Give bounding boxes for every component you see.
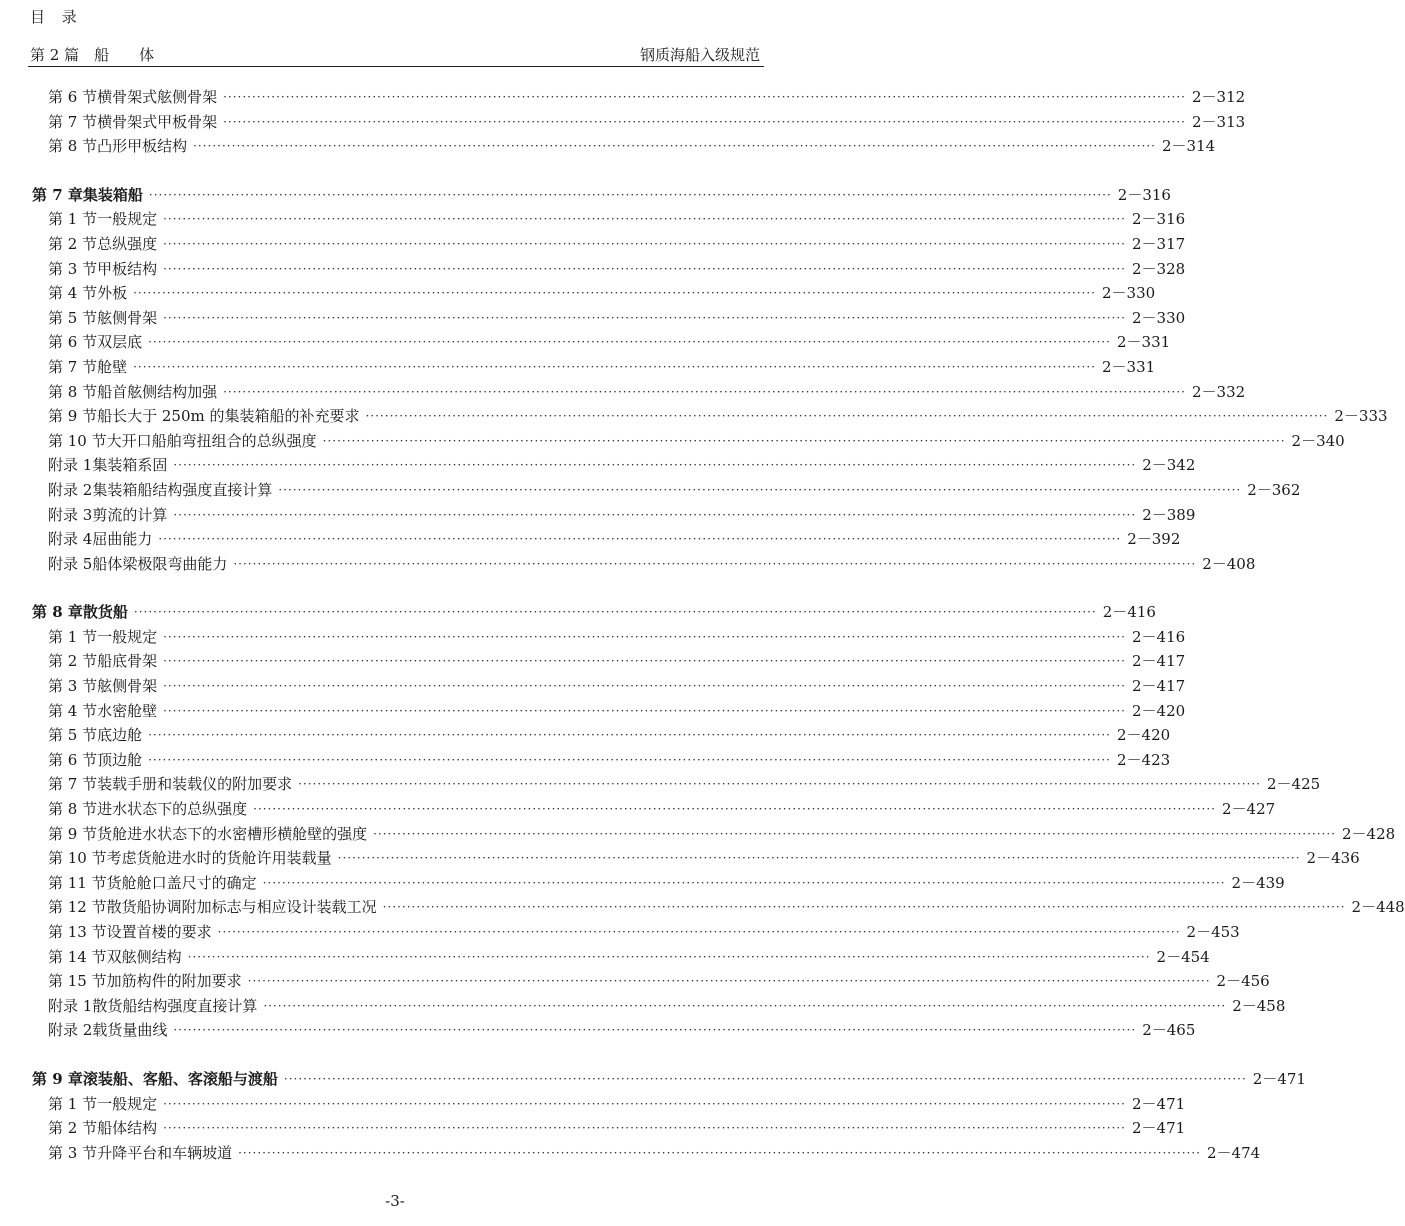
section-number: 第 12 节 (48, 898, 107, 917)
page-ref: 2－408 (1202, 554, 1256, 573)
section-number: 第 5 节 (48, 308, 98, 327)
toc-entry-row[interactable] (0, 429, 1345, 454)
page-ref: 2－342 (1142, 456, 1196, 475)
leader-dots: ········································································································································································································ (247, 974, 1211, 989)
leader-dots: ········································································································································································································ (278, 482, 1242, 497)
page-ref: 2－458 (1232, 996, 1286, 1015)
page-ref: 2－340 (1291, 431, 1345, 450)
section-title: 加筋构件的附加要求 (106, 972, 242, 991)
section-number: 第 9 节 (48, 407, 98, 426)
toc-entry-row[interactable] (0, 994, 1286, 1019)
page-ref: 2－420 (1117, 726, 1171, 745)
section-number: 第 6 节 (48, 750, 98, 769)
toc-entry-row[interactable] (0, 1141, 1261, 1166)
section-title: 升降平台和车辆坡道 (97, 1143, 233, 1162)
section-title: 散货船结构强度直接计算 (92, 996, 258, 1015)
page-ref: 2－417 (1132, 677, 1186, 696)
toc-entry-row[interactable] (0, 699, 1186, 724)
page-ref: 2－330 (1102, 284, 1156, 303)
section-title: 顶边舱 (97, 750, 143, 769)
page-ref: 2－417 (1132, 652, 1186, 671)
section-number: 附录 2 (48, 480, 93, 499)
page-ref: 2－316 (1132, 210, 1186, 229)
toc-entry-row[interactable] (0, 895, 1405, 920)
toc-entry-row[interactable] (0, 281, 1156, 306)
section-title: 设置首楼的要求 (106, 923, 212, 941)
toc-entry-row[interactable] (0, 552, 1256, 577)
leader-dots: ········································································································································································································ (148, 752, 1111, 767)
toc-entry-row[interactable] (0, 871, 1285, 896)
section-number: 第 3 节 (48, 677, 98, 696)
section-title: 集装箱船结构强度直接计算 (92, 480, 273, 499)
page-ref: 2－392 (1127, 530, 1181, 549)
section-title: 横骨架式舷侧骨架 (97, 88, 218, 106)
leader-dots: ········································································································································································································ (365, 409, 1329, 424)
section-title: 总纵强度 (97, 234, 158, 253)
section-number: 第 2 节 (48, 1119, 98, 1138)
section-number: 附录 1 (48, 456, 93, 475)
toc-entry-row[interactable] (0, 478, 1301, 503)
section-number: 第 13 节 (48, 923, 107, 941)
page-ref: 2－312 (1192, 88, 1246, 106)
section-number: 第 7 节 (48, 357, 98, 376)
page-ref: 2－314 (1162, 137, 1216, 156)
leader-dots: ········································································································································································································ (263, 998, 1227, 1013)
section-title: 舱壁 (97, 357, 128, 376)
page-ref: 2－471 (1132, 1094, 1186, 1113)
section-number: 第 6 节 (48, 88, 98, 106)
header-divider (28, 66, 764, 67)
header-book-title: 钢质海船入级规范 (639, 46, 760, 64)
page-ref: 2－416 (1132, 627, 1186, 646)
chapter-number: 第 7 章 (32, 185, 83, 204)
page-ref: 2－427 (1222, 800, 1276, 819)
page-ref: 2－471 (1132, 1119, 1186, 1138)
leader-dots: ········································································································································································································ (163, 261, 1126, 276)
page-ref: 2－456 (1216, 972, 1270, 991)
section-number: 附录 1 (48, 996, 93, 1015)
section-title: 屈曲能力 (92, 530, 153, 549)
section-number: 附录 4 (48, 530, 93, 549)
section-number: 第 4 节 (48, 284, 98, 303)
toc-entry-row[interactable] (0, 207, 1186, 232)
toc-entry-row[interactable] (0, 772, 1321, 797)
section-title: 一般规定 (97, 627, 158, 646)
page-ref: 2－436 (1306, 849, 1360, 868)
leader-dots: ········································································································································································································ (163, 1096, 1126, 1111)
section-title: 横骨架式甲板骨架 (97, 112, 218, 131)
section-gap (0, 576, 790, 600)
page-ref: 2－332 (1192, 382, 1246, 401)
leader-dots: ········································································································································································································ (382, 900, 1346, 915)
section-title: 凸形甲板结构 (97, 137, 188, 156)
toc-entry-row[interactable] (0, 330, 1171, 355)
page-ref: 2－317 (1132, 234, 1186, 253)
section-title: 舷侧骨架 (97, 308, 158, 327)
page-ref: 2－331 (1102, 357, 1156, 376)
leader-dots: ········································································································································································································ (217, 925, 1181, 939)
leader-dots: ········································································································································································································ (148, 728, 1111, 743)
page-ref: 2－453 (1186, 923, 1240, 941)
chapter-title: 滚装船、客船、客滚船与渡船 (82, 1069, 278, 1088)
section-number: 第 1 节 (48, 627, 98, 646)
toc-entry-row[interactable] (0, 649, 1186, 674)
section-number: 第 11 节 (48, 873, 107, 892)
section-number: 第 3 节 (48, 259, 98, 278)
section-title: 货舱进水状态下的水密槽形横舱壁的强度 (97, 824, 368, 843)
leader-dots: ········································································································································································································ (163, 679, 1126, 694)
toc-entry-row[interactable] (0, 257, 1186, 282)
page-number: -3- (385, 1192, 405, 1210)
section-title: 甲板结构 (97, 259, 158, 278)
section-title: 外板 (97, 284, 128, 303)
leader-dots: ········································································································································································································ (158, 532, 1122, 547)
leader-dots: ········································································································································································································ (163, 236, 1126, 251)
section-title: 货舱舱口盖尺寸的确定 (106, 873, 257, 892)
leader-dots: ········································································································································································································ (173, 1023, 1137, 1038)
section-number: 第 1 节 (48, 1094, 98, 1113)
page-ref: 2－474 (1207, 1143, 1261, 1162)
leader-dots: ········································································································································································································ (133, 286, 1096, 301)
section-title: 集装箱系固 (92, 456, 168, 475)
table-of-contents (0, 85, 1405, 1165)
section-number: 第 2 节 (48, 652, 98, 671)
section-number: 第 15 节 (48, 972, 107, 991)
section-number: 第 14 节 (48, 947, 107, 966)
page-ref: 2－465 (1142, 1021, 1196, 1040)
section-number: 附录 3 (48, 505, 93, 524)
section-number: 第 9 节 (48, 824, 98, 843)
header-part-label: 第 2 篇 船 体 (30, 46, 155, 64)
leader-dots: ········································································································································································································ (262, 875, 1226, 890)
toc-entry-row[interactable] (0, 134, 1216, 159)
leader-dots: ········································································································································································································ (238, 1145, 1201, 1160)
toc-entry-row[interactable] (0, 723, 1171, 748)
leader-dots: ········································································································································································································ (253, 802, 1216, 817)
section-gap (0, 1043, 790, 1067)
section-number: 第 5 节 (48, 726, 98, 745)
toc-entry-row[interactable] (0, 1092, 1186, 1117)
section-number: 第 6 节 (48, 333, 98, 352)
toc-entry-row[interactable] (0, 380, 1246, 405)
section-number: 附录 5 (48, 554, 93, 573)
page-ref: 2－425 (1267, 775, 1321, 794)
leader-dots: ········································································································································································································ (163, 703, 1126, 718)
toc-entry-row[interactable] (0, 503, 1196, 528)
section-title: 水密舱壁 (97, 701, 158, 720)
toc-entry-row[interactable] (0, 945, 1210, 970)
leader-dots: ········································································································································································································ (173, 458, 1137, 473)
header-top-label: 目 录 (30, 8, 83, 26)
leader-dots: ········································································································································································································ (322, 433, 1286, 448)
section-number: 第 8 节 (48, 800, 98, 819)
page-ref: 2－316 (1117, 185, 1171, 204)
leader-dots: ········································································································································································································ (163, 1121, 1126, 1136)
leader-dots: ········································································································································································································ (298, 777, 1261, 792)
section-title: 船体梁极限弯曲能力 (92, 554, 228, 573)
section-title: 船底骨架 (97, 652, 158, 671)
section-title: 进水状态下的总纵强度 (97, 800, 248, 819)
leader-dots: ········································································································································································································ (148, 187, 1112, 202)
section-number: 第 7 节 (48, 112, 98, 131)
section-title: 双层底 (97, 333, 143, 352)
page-ref: 2－428 (1342, 824, 1396, 843)
section-number: 第 10 节 (48, 849, 107, 868)
page-ref: 2－439 (1231, 873, 1285, 892)
leader-dots: ········································································································································································································ (173, 507, 1137, 522)
page-ref: 2－313 (1192, 112, 1246, 131)
toc-entry-row[interactable] (0, 85, 1246, 110)
section-title: 船长大于 250m 的集装箱船的补充要求 (97, 407, 360, 426)
leader-dots: ········································································································································································································ (163, 310, 1126, 325)
toc-entry-row[interactable] (0, 232, 1186, 257)
chapter-number: 第 9 章 (32, 1069, 83, 1088)
toc-entry-row[interactable] (0, 404, 1388, 429)
section-number: 第 1 节 (48, 210, 98, 229)
section-title: 双舷侧结构 (106, 947, 182, 966)
leader-dots: ········································································································································································································ (223, 114, 1186, 129)
section-number: 第 8 节 (48, 382, 98, 401)
page-ref: 2－420 (1132, 701, 1186, 720)
page-ref: 2－416 (1102, 603, 1156, 622)
leader-dots: ········································································································································································································ (223, 90, 1186, 104)
section-number: 第 3 节 (48, 1143, 98, 1162)
toc-chapter-row[interactable] (0, 600, 1156, 625)
section-title: 船体结构 (97, 1119, 158, 1138)
toc-chapter-row[interactable] (0, 183, 1171, 208)
toc-entry-row[interactable] (0, 306, 1186, 331)
leader-dots: ········································································································································································································ (223, 384, 1186, 399)
leader-dots: ········································································································································································································ (163, 212, 1126, 227)
toc-entry-row[interactable] (0, 822, 1396, 847)
toc-entry-row[interactable] (0, 1116, 1186, 1141)
section-title: 一般规定 (97, 210, 158, 229)
toc-entry-row[interactable] (0, 969, 1270, 994)
section-number: 第 8 节 (48, 137, 98, 156)
leader-dots: ········································································································································································································ (283, 1071, 1247, 1086)
toc-entry-row[interactable] (0, 846, 1360, 871)
page-ref: 2－471 (1252, 1069, 1306, 1088)
section-number: 第 2 节 (48, 234, 98, 253)
page-ref: 2－362 (1247, 480, 1301, 499)
toc-entry-row[interactable] (0, 453, 1196, 478)
leader-dots: ········································································································································································································ (337, 851, 1301, 866)
toc-entry-row[interactable] (0, 674, 1186, 699)
leader-dots: ········································································································································································································ (163, 629, 1126, 644)
section-title: 考虑货舱进水时的货舱许用装载量 (106, 849, 332, 868)
section-gap (0, 159, 790, 183)
section-title: 剪流的计算 (92, 505, 168, 524)
leader-dots: ········································································································································································································ (133, 359, 1096, 374)
section-title: 散货船协调附加标志与相应设计装载工况 (106, 898, 377, 917)
section-title: 装载手册和装载仪的附加要求 (97, 775, 293, 794)
section-title: 底边舱 (97, 726, 143, 745)
page-ref: 2－448 (1351, 898, 1405, 917)
page-ref: 2－423 (1117, 750, 1171, 769)
section-title: 大开口船舶弯扭组合的总纵强度 (106, 431, 317, 450)
toc-entry-row[interactable] (0, 625, 1186, 650)
leader-dots: ········································································································································································································ (373, 826, 1336, 841)
page-ref: 2－389 (1142, 505, 1196, 524)
toc-entry-row[interactable] (0, 527, 1181, 552)
toc-entry-row[interactable] (0, 920, 1240, 945)
leader-dots: ········································································································································································································ (133, 605, 1097, 620)
section-number: 第 4 节 (48, 701, 98, 720)
toc-entry-row[interactable] (0, 355, 1156, 380)
chapter-title: 集装箱船 (82, 185, 143, 204)
toc-entry-row[interactable] (0, 797, 1276, 822)
section-title: 舷侧骨架 (97, 677, 158, 696)
section-title: 一般规定 (97, 1094, 158, 1113)
page-ref: 2－454 (1156, 947, 1210, 966)
page-ref: 2－333 (1334, 407, 1388, 426)
leader-dots: ········································································································································································································ (193, 139, 1156, 154)
page-ref: 2－330 (1132, 308, 1186, 327)
leader-dots: ········································································································································································································ (187, 949, 1151, 964)
section-number: 附录 2 (48, 1021, 93, 1040)
section-number: 第 10 节 (48, 431, 107, 450)
toc-entry-row[interactable] (0, 748, 1171, 773)
toc-chapter-row[interactable] (0, 1067, 1306, 1092)
section-title: 载货量曲线 (92, 1021, 168, 1040)
leader-dots: ········································································································································································································ (163, 654, 1126, 669)
toc-entry-row[interactable] (0, 110, 1246, 135)
leader-dots: ········································································································································································································ (148, 335, 1111, 350)
toc-entry-row[interactable] (0, 1018, 1196, 1043)
leader-dots: ········································································································································································································ (233, 556, 1197, 571)
section-title: 船首舷侧结构加强 (97, 382, 218, 401)
page-ref: 2－328 (1132, 259, 1186, 278)
chapter-title: 散货船 (82, 603, 128, 622)
chapter-number: 第 8 章 (32, 603, 83, 622)
section-number: 第 7 节 (48, 775, 98, 794)
page-ref: 2－331 (1117, 333, 1171, 352)
